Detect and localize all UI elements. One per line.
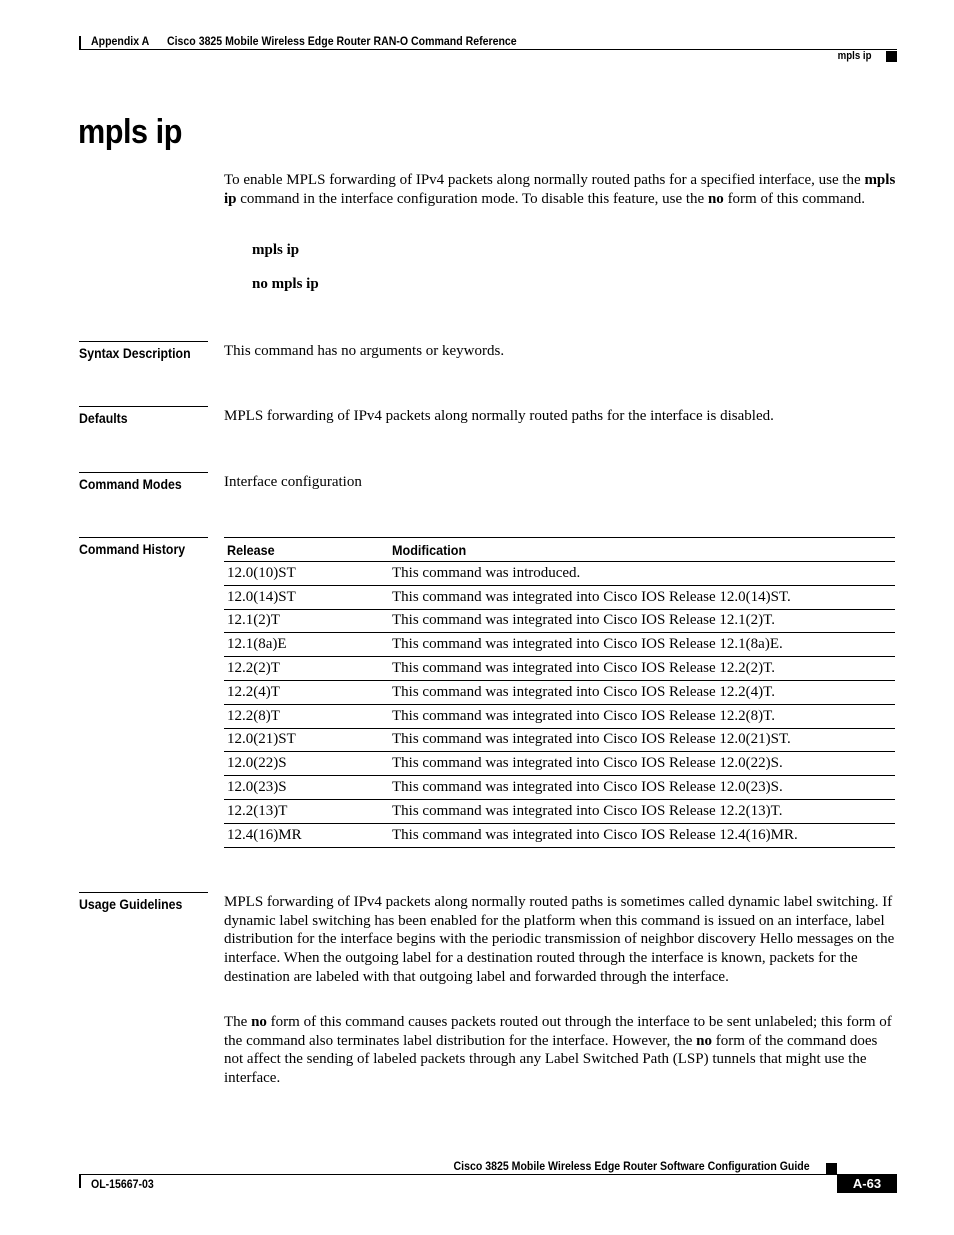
intro-paragraph bbox=[224, 171, 896, 208]
syntax-description-text: This command has no arguments or keywords. bbox=[224, 343, 505, 359]
modification-cell: This command was integrated into Cisco IOS Release 12.0(22)S. bbox=[389, 752, 895, 776]
table-row bbox=[224, 728, 895, 752]
command-history-body bbox=[224, 562, 895, 848]
section-label-usage-guidelines: Usage Guidelines bbox=[79, 892, 208, 912]
release-cell: 12.0(10)ST bbox=[224, 562, 389, 586]
table-row bbox=[224, 585, 895, 609]
table-row bbox=[224, 799, 895, 823]
syntax-line-disable: no mpls ip bbox=[252, 276, 319, 292]
modification-cell: This command was integrated into Cisco IOS Release 12.0(21)ST. bbox=[389, 728, 895, 752]
column-header-modification: Modification bbox=[389, 538, 895, 562]
syntax-line-enable: mpls ip bbox=[252, 242, 300, 258]
header-appendix: Appendix A bbox=[91, 34, 150, 48]
table-row bbox=[224, 562, 895, 586]
modification-cell: This command was integrated into Cisco IOS Release 12.1(2)T. bbox=[389, 609, 895, 633]
intro-bold-command: mpls ip bbox=[224, 172, 896, 207]
release-cell: 12.2(8)T bbox=[224, 704, 389, 728]
defaults-text: MPLS forwarding of IPv4 packets along normally routed paths for the interface is disabled. bbox=[224, 408, 774, 424]
modification-cell: This command was integrated into Cisco IOS Release 12.0(23)S. bbox=[389, 776, 895, 800]
table-row bbox=[224, 704, 895, 728]
usage-paragraph-2: The no form of this command causes packets routed out through the interface to be sent unlabeled; this form of the command also terminates label distribution for the interface. However, the no form of the command does not affect the sending of labeled packets through any Label Switched Path (LSP) tunnels that might use the interface. bbox=[224, 1014, 892, 1087]
table-row bbox=[224, 680, 895, 704]
footer-page-number: A-63 bbox=[837, 1174, 897, 1193]
header-left-bar bbox=[79, 36, 81, 50]
header-title: Cisco 3825 Mobile Wireless Edge Router RAN-O Command Reference bbox=[167, 34, 517, 48]
section-label-syntax-description: Syntax Description bbox=[79, 341, 208, 361]
release-cell: 12.1(2)T bbox=[224, 609, 389, 633]
usage-bold-no-1: no bbox=[251, 1014, 267, 1030]
footer-rule bbox=[79, 1174, 897, 1175]
footer-left-bar bbox=[79, 1174, 81, 1188]
footer-square-marker bbox=[826, 1163, 837, 1174]
header-square-marker bbox=[886, 51, 897, 62]
usage-bold-no-2: no bbox=[696, 1032, 712, 1049]
page-title: mpls ip bbox=[78, 113, 182, 151]
header-section-name: mpls ip bbox=[838, 50, 872, 62]
intro-bold-no: no bbox=[707, 190, 724, 207]
command-modes-text: Interface configuration bbox=[224, 474, 362, 490]
section-label-defaults: Defaults bbox=[79, 406, 208, 426]
footer-doc-number: OL-15667-03 bbox=[91, 1177, 154, 1191]
release-cell: 12.2(4)T bbox=[224, 680, 389, 704]
intro-text-2: command in the interface configuration mode. To disable this feature, use the bbox=[236, 190, 708, 207]
table-header-row bbox=[224, 538, 895, 562]
modification-cell: This command was integrated into Cisco IOS Release 12.2(8)T. bbox=[389, 704, 895, 728]
modification-cell: This command was integrated into Cisco IOS Release 12.2(13)T. bbox=[389, 799, 895, 823]
modification-cell: This command was integrated into Cisco IOS Release 12.2(4)T. bbox=[389, 680, 895, 704]
table-row bbox=[224, 752, 895, 776]
modification-cell: This command was integrated into Cisco IOS Release 12.1(8a)E. bbox=[389, 633, 895, 657]
header-rule bbox=[79, 49, 897, 50]
release-cell: 12.0(23)S bbox=[224, 776, 389, 800]
usage-paragraph-1: MPLS forwarding of IPv4 packets along normally routed paths is sometimes called dynamic label switching. If dynamic label switching has been enabled for the platform when this command is issued on an interface, label distribution for the interface begins with the periodic transmission of neighbor discovery Hello messages on the interface. When the outgoing label for a destination routed through the interface is known, packets for the destination are labeled with that outgoing label and forwarded through the interface. bbox=[224, 894, 895, 985]
section-label-command-history: Command History bbox=[79, 537, 208, 557]
release-cell: 12.0(14)ST bbox=[224, 585, 389, 609]
intro-text-3: form of this command. bbox=[723, 190, 866, 207]
table-row bbox=[224, 657, 895, 681]
modification-cell: This command was introduced. bbox=[389, 562, 895, 586]
release-cell: 12.0(21)ST bbox=[224, 728, 389, 752]
table-row bbox=[224, 609, 895, 633]
release-cell: 12.4(16)MR bbox=[224, 823, 389, 847]
release-cell: 12.2(2)T bbox=[224, 657, 389, 681]
table-row bbox=[224, 823, 895, 847]
column-header-release: Release bbox=[224, 538, 389, 562]
footer-guide-title: Cisco 3825 Mobile Wireless Edge Router Software Configuration Guide bbox=[453, 1159, 810, 1173]
table-row bbox=[224, 776, 895, 800]
table-row bbox=[224, 633, 895, 657]
modification-cell: This command was integrated into Cisco IOS Release 12.2(2)T. bbox=[389, 657, 895, 681]
command-history-table bbox=[224, 537, 895, 848]
release-cell: 12.2(13)T bbox=[224, 799, 389, 823]
release-cell: 12.0(22)S bbox=[224, 752, 389, 776]
intro-text-1: To enable MPLS forwarding of IPv4 packets along normally routed paths for a specified interface, use the bbox=[224, 172, 865, 188]
modification-cell: This command was integrated into Cisco IOS Release 12.0(14)ST. bbox=[389, 585, 895, 609]
modification-cell: This command was integrated into Cisco IOS Release 12.4(16)MR. bbox=[389, 823, 895, 847]
section-label-command-modes: Command Modes bbox=[79, 472, 208, 492]
release-cell: 12.1(8a)E bbox=[224, 633, 389, 657]
